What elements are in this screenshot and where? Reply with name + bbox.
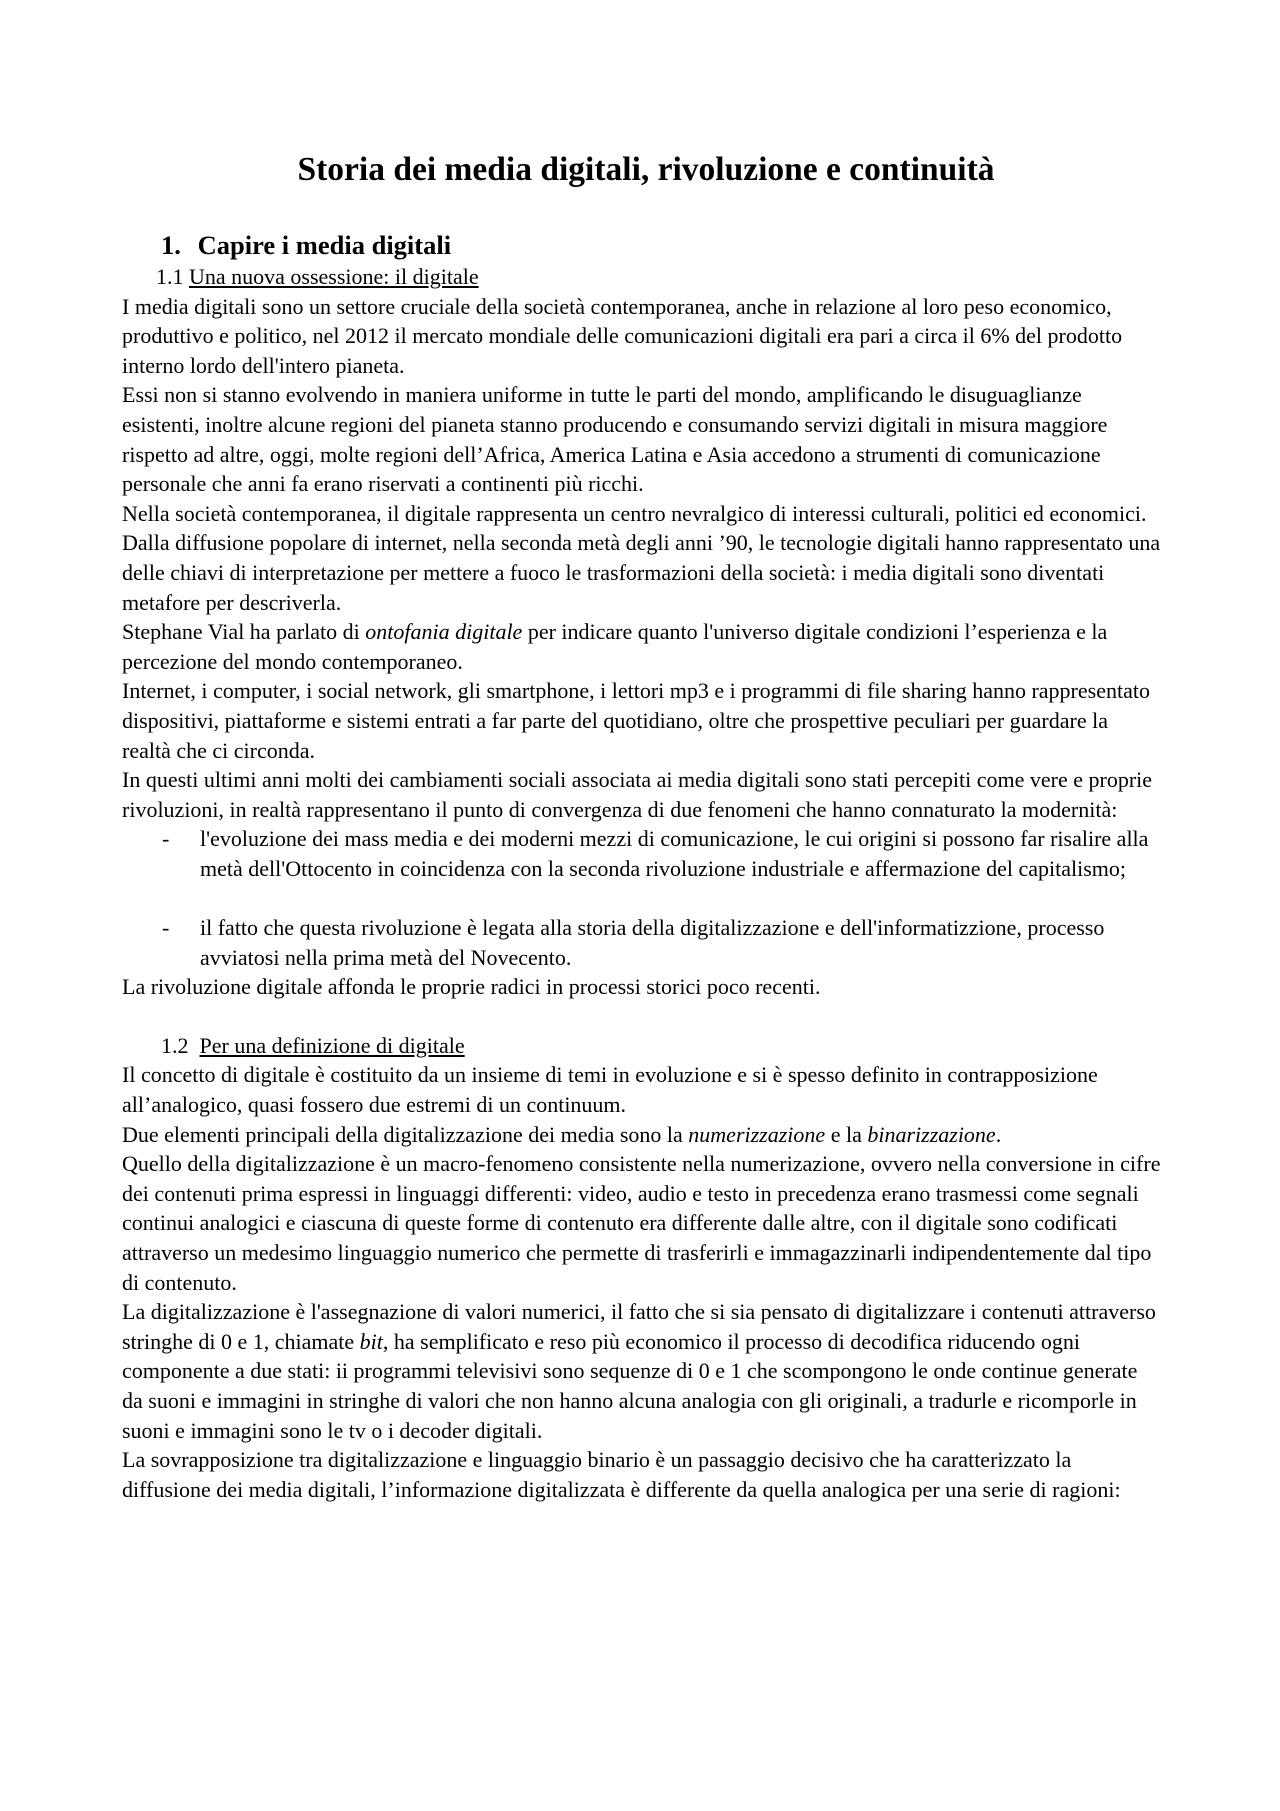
- list-item-text: l'evoluzione dei mass media e dei moderni mezzi di comunicazione, le cui origini si possono far risalire alla metà dell'Ottocento in coincidenza con la seconda rivoluzione industriale e affermazione del capitalismo;: [200, 826, 1149, 881]
- subsection-number: 1.2: [161, 1032, 189, 1058]
- subsection-heading-text: Per una definizione di digitale: [199, 1032, 465, 1058]
- document-title: Storia dei media digitali, rivoluzione e continuità: [297, 151, 995, 188]
- paragraph: I media digitali sono un settore cruciale della società contemporanea, anche in relazione al loro peso economico, produttivo e politico, nel 2012 il mercato mondiale delle comunicazioni digitali era pari a circa il 6% del prodotto interno lordo dell'intero pianeta.: [122, 293, 1123, 378]
- list-item: [122, 913, 1162, 972]
- paragraph: Essi non si stanno evolvendo in maniera uniforme in tutte le parti del mondo, amplificando le disuguaglianze esistenti, inoltre alcune regioni del pianeta stanno producendo e consumando servizi digitali in misura maggiore rispetto ad altre, oggi, molte regioni dell’Africa, America Latina e Asia accedono a strumenti di comunicazione personale che anni fa erano riservati a continenti più ricchi.: [122, 382, 1108, 497]
- list-item: [122, 824, 1162, 883]
- subsection-heading: [122, 262, 1162, 292]
- subsection-heading-text: Una nuova ossessione: il digitale: [189, 264, 479, 289]
- italic-term: binarizzazione: [867, 1121, 996, 1147]
- document-page: [122, 150, 1162, 1504]
- paragraph: La rivoluzione digitale affonda le proprie radici in processi storici poco recenti.: [122, 974, 821, 1000]
- paragraph: [122, 617, 1162, 676]
- italic-term: ontofania digitale: [365, 619, 523, 645]
- subsection-heading: [122, 1031, 1162, 1061]
- list-spacer: [122, 883, 1162, 913]
- section-spacer: [122, 1002, 1162, 1031]
- paragraph: [122, 1120, 1162, 1150]
- text-run: Due elementi principali della digitalizzazione dei media sono la: [122, 1121, 689, 1147]
- paragraph: Dalla diffusione popolare di internet, nella seconda metà degli anni ’90, le tecnologie digitali hanno rappresentato una delle chiavi di interpretazione per mettere a fuoco le trasformazioni della società: i media digitali sono diventati metafore per descriverla.: [122, 530, 1161, 615]
- text-run: .: [995, 1121, 1002, 1147]
- paragraph: Internet, i computer, i social network, gli smartphone, i lettori mp3 e i programmi di file sharing hanno rappresentato dispositivi, piattaforme e sistemi entrati a far parte del quotidiano, oltre che prospettive peculiari per guardare la realtà che ci circonda.: [122, 678, 1150, 763]
- paragraph: La sovrapposizione tra digitalizzazione e linguaggio binario è un passaggio decisivo che ha caratterizzato la diffusione dei media digitali, l’informazione digitalizzata è differente da quella analogica per una serie di ragioni:: [122, 1447, 1121, 1502]
- italic-term: bit: [359, 1328, 383, 1354]
- list-item-text: il fatto che questa rivoluzione è legata alla storia della digitalizzazione e dell'informatizzione, processo avviatosi nella prima metà del Novecento.: [200, 915, 1105, 970]
- paragraph: Quello della digitalizzazione è un macro-fenomeno consistente nella numerizazione, ovvero nella conversione in cifre dei contenuti prima espressi in linguaggi differenti: video, audio e testo in precedenza erano trasmessi come segnali continui analogici e ciascuna di queste forme di contenuto era differente dalle altre, con il digitale sono codificati attraverso un medesimo linguaggio numerico che permette di trasferirli e immagazzinarli indipendentemente dal tipo di contenuto.: [122, 1151, 1161, 1295]
- text-run: e la: [825, 1121, 868, 1147]
- paragraph: Il concetto di digitale è costituito da un insieme di temi in evoluzione e si è spesso definito in contrapposizione all’analogico, quasi fossero due estremi di un continuum.: [122, 1062, 1098, 1118]
- italic-term: numerizzazione: [688, 1121, 826, 1147]
- dash-bullet: -: [162, 915, 170, 941]
- text-run: Stephane Vial ha parlato di: [122, 619, 366, 645]
- dash-list: [122, 824, 1162, 972]
- text-run: , ha semplificato e reso più economico il processo di decodifica riducendo ogni componente a due stati: ii programmi televisivi sono sequenze di 0 e 1 che scompongono le onde continue generate da suoni e immagini in stringhe di valori che non hanno alcuna analogia con gli originali, a tradurle e ricomporle in suoni e immagini sono le tv o i decoder digitali.: [122, 1328, 1138, 1443]
- paragraph: In questi ultimi anni molti dei cambiamenti sociali associata ai media digitali sono stati percepiti come vere e proprie rivoluzioni, in realtà rappresentano il punto di convergenza di due fenomeni che hanno connaturato la modernità:: [122, 767, 1153, 822]
- text-run: La digitalizzazione è l'assegnazione di valori numerici, il fatto che si sia pensato di digitalizzare i contenuti attraverso stringhe di 0 e 1, chiamate: [122, 1299, 1156, 1354]
- section-number: 1.: [161, 230, 181, 260]
- paragraph: [122, 1297, 1162, 1445]
- subsection-number: 1.1: [156, 264, 184, 289]
- section-heading: [122, 230, 1162, 260]
- section-heading-text: Capire i media digitali: [197, 230, 452, 260]
- dash-bullet: -: [162, 826, 170, 852]
- paragraph: Nella società contemporanea, il digitale rappresenta un centro nevralgico di interessi culturali, politici ed economici.: [122, 500, 1147, 526]
- text-run: per indicare quanto l'universo digitale condizioni l’esperienza e la percezione del mondo contemporaneo.: [122, 619, 1108, 674]
